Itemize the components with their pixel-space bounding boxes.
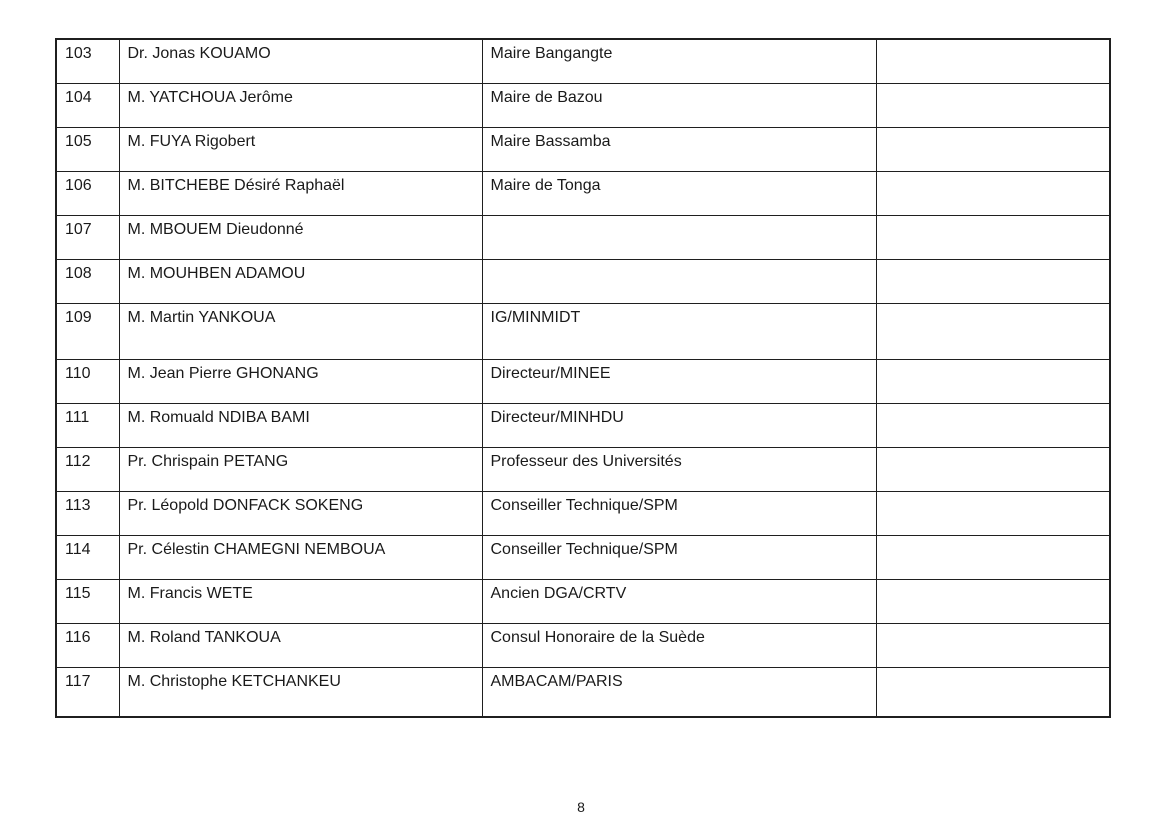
empty-cell <box>876 215 1110 259</box>
participant-role: Professeur des Universités <box>482 447 876 491</box>
participant-role: Directeur/MINHDU <box>482 403 876 447</box>
participant-role: IG/MINMIDT <box>482 303 876 359</box>
page-number: 8 <box>577 799 585 815</box>
participant-name: M. MOUHBEN ADAMOU <box>119 259 482 303</box>
participant-role: Conseiller Technique/SPM <box>482 491 876 535</box>
participant-name: M. Romuald NDIBA BAMI <box>119 403 482 447</box>
participant-name: Pr. Chrispain PETANG <box>119 447 482 491</box>
table-row <box>56 535 1110 579</box>
participant-name: Pr. Léopold DONFACK SOKENG <box>119 491 482 535</box>
row-number: 117 <box>56 667 119 717</box>
row-number: 111 <box>56 403 119 447</box>
row-number: 110 <box>56 359 119 403</box>
participant-role: Ancien DGA/CRTV <box>482 579 876 623</box>
row-number: 105 <box>56 127 119 171</box>
participant-name: Pr. Célestin CHAMEGNI NEMBOUA <box>119 535 482 579</box>
table-row <box>56 623 1110 667</box>
participant-role: Conseiller Technique/SPM <box>482 535 876 579</box>
participant-name: Dr. Jonas KOUAMO <box>119 39 482 83</box>
empty-cell <box>876 259 1110 303</box>
empty-cell <box>876 359 1110 403</box>
table-row <box>56 171 1110 215</box>
participant-role: Maire de Bazou <box>482 83 876 127</box>
table-row <box>56 259 1110 303</box>
row-number: 109 <box>56 303 119 359</box>
table-row <box>56 667 1110 717</box>
table-row <box>56 359 1110 403</box>
table-row <box>56 127 1110 171</box>
row-number: 114 <box>56 535 119 579</box>
table-row <box>56 39 1110 83</box>
table-row <box>56 215 1110 259</box>
participants-table-body <box>56 39 1110 717</box>
empty-cell <box>876 39 1110 83</box>
participant-name: M. BITCHEBE Désiré Raphaël <box>119 171 482 215</box>
row-number: 112 <box>56 447 119 491</box>
participant-name: M. FUYA Rigobert <box>119 127 482 171</box>
empty-cell <box>876 403 1110 447</box>
participants-table <box>55 38 1111 718</box>
table-row <box>56 579 1110 623</box>
empty-cell <box>876 83 1110 127</box>
empty-cell <box>876 535 1110 579</box>
table-row <box>56 447 1110 491</box>
row-number: 107 <box>56 215 119 259</box>
row-number: 103 <box>56 39 119 83</box>
empty-cell <box>876 303 1110 359</box>
participant-role: Maire Bangangte <box>482 39 876 83</box>
participant-role: AMBACAM/PARIS <box>482 667 876 717</box>
participant-role: Maire de Tonga <box>482 171 876 215</box>
row-number: 106 <box>56 171 119 215</box>
participant-name: M. MBOUEM Dieudonné <box>119 215 482 259</box>
participant-role: Maire Bassamba <box>482 127 876 171</box>
table-row <box>56 403 1110 447</box>
participant-role <box>482 215 876 259</box>
participant-name: M. Christophe KETCHANKEU <box>119 667 482 717</box>
row-number: 108 <box>56 259 119 303</box>
empty-cell <box>876 171 1110 215</box>
table-row <box>56 303 1110 359</box>
empty-cell <box>876 579 1110 623</box>
empty-cell <box>876 447 1110 491</box>
empty-cell <box>876 127 1110 171</box>
table-row <box>56 491 1110 535</box>
table-row <box>56 83 1110 127</box>
participant-name: M. Francis WETE <box>119 579 482 623</box>
participant-name: M. Martin YANKOUA <box>119 303 482 359</box>
row-number: 116 <box>56 623 119 667</box>
empty-cell <box>876 623 1110 667</box>
row-number: 113 <box>56 491 119 535</box>
participant-name: M. Roland TANKOUA <box>119 623 482 667</box>
participant-role <box>482 259 876 303</box>
row-number: 115 <box>56 579 119 623</box>
participant-name: M. Jean Pierre GHONANG <box>119 359 482 403</box>
row-number: 104 <box>56 83 119 127</box>
participant-role: Directeur/MINEE <box>482 359 876 403</box>
participant-role: Consul Honoraire de la Suède <box>482 623 876 667</box>
participant-name: M. YATCHOUA Jerôme <box>119 83 482 127</box>
empty-cell <box>876 491 1110 535</box>
empty-cell <box>876 667 1110 717</box>
